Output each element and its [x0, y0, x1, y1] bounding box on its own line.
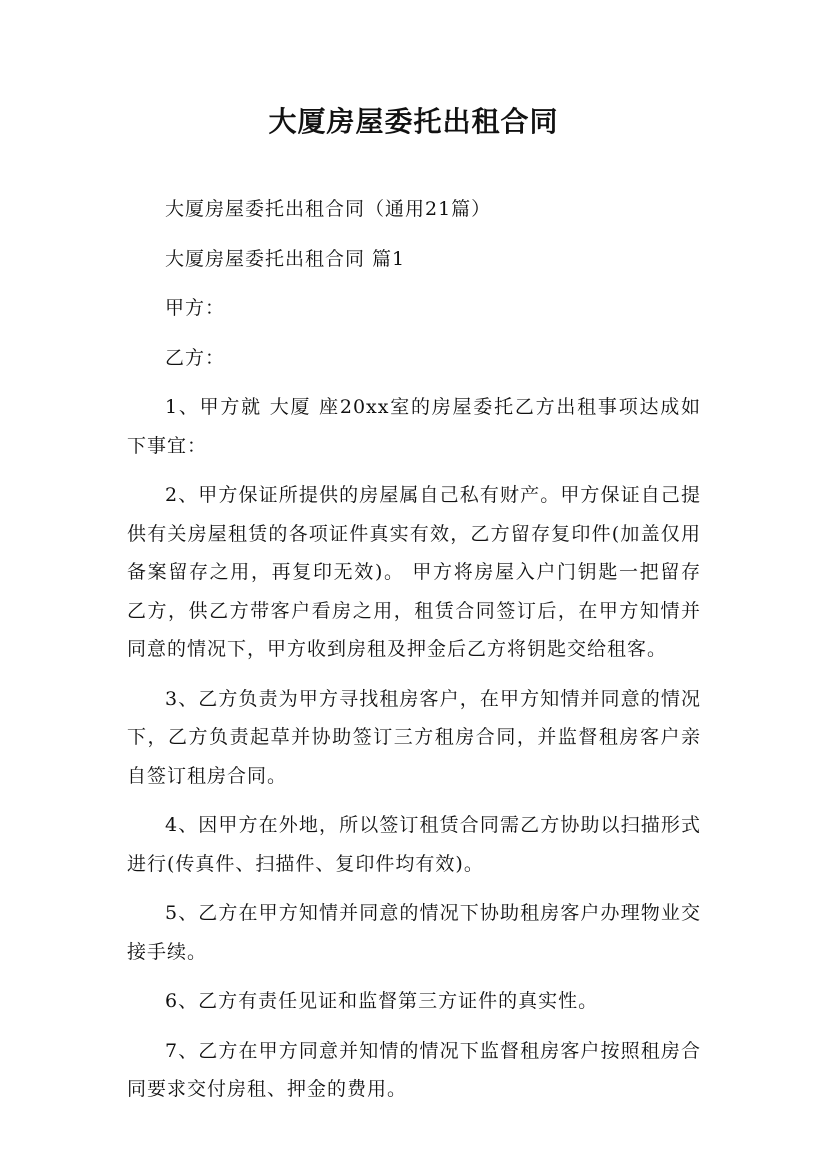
- document-body: [127, 190, 701, 1120]
- paragraph-clause-4: 4、因甲方在外地，所以签订租赁合同需乙方协助以扫描形式进行(传真件、扫描件、复印件均有效)。: [127, 814, 701, 875]
- paragraph-clause-1: 1、甲方就 大厦 座20xx室的房屋委托乙方出租事项达成如下事宜：: [127, 396, 701, 457]
- paragraph-subtitle: 大厦房屋委托出租合同（通用21篇）: [165, 198, 492, 220]
- paragraph-section-heading: 大厦房屋委托出租合同 篇1: [165, 247, 406, 270]
- paragraph-clause-2: 2、甲方保证所提供的房屋属自己私有财产。甲方保证自己提供有关房屋租赁的各项证件真实有效，乙方留存复印件(加盖仅用备案留存之用，再复印无效)。 甲方将房屋入户门钥匙一把留存乙方，供乙方带客户看房之用，租赁合同签订后，在甲方知情并同意的情况下，甲方收到房租及押金后乙方将钥匙交给租客。: [127, 484, 701, 660]
- paragraph-clause-7: 7、乙方在甲方同意并知情的情况下监督租房客户按照租房合同要求交付房租、押金的费用。: [127, 1039, 701, 1100]
- paragraph-party-b: 乙方：: [165, 346, 226, 369]
- paragraph-clause-5: 5、乙方在甲方知情并同意的情况下协助租房客户办理物业交接手续。: [127, 902, 701, 963]
- paragraph-clause-3: 3、乙方负责为甲方寻找租房客户，在甲方知情并同意的情况下，乙方负责起草并协助签订三方租房合同，并监督租房客户亲自签订租房合同。: [127, 687, 701, 787]
- paragraph-party-a: 甲方：: [165, 297, 226, 319]
- document-title: 大厦房屋委托出租合同: [268, 105, 559, 138]
- paragraph-clause-6: 6、乙方有责任见证和监督第三方证件的真实性。: [165, 990, 599, 1012]
